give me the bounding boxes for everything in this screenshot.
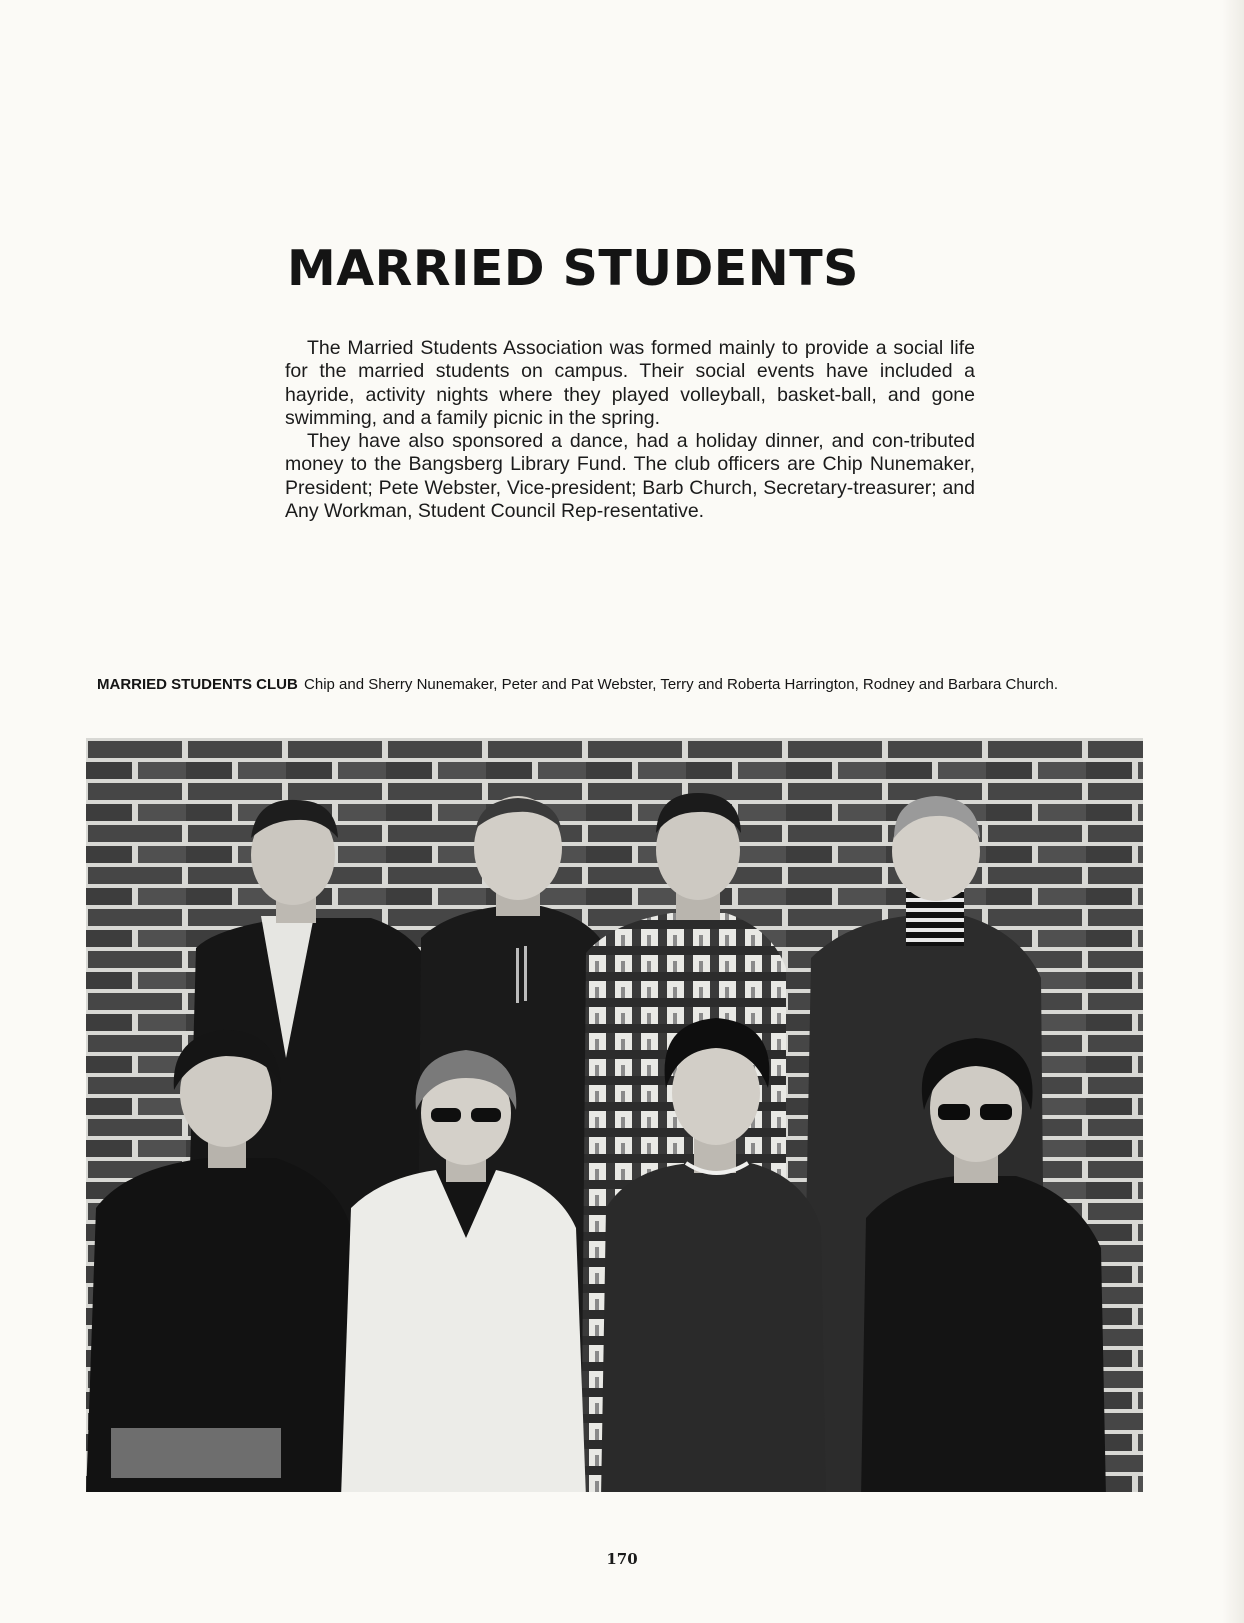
group-photo-illustration (86, 738, 1143, 1492)
article-paragraph-2: They have also sponsored a dance, had a holiday dinner, and con-tributed money to the Bangsberg Library Fund. The club officers are Chip Nunemaker, President; Pete Webster, Vice-president; Barb Church, Secretary-treasurer; and Any Workman, Student Council Rep-resentative. (285, 430, 975, 523)
photo-caption (97, 676, 1157, 694)
caption-label: MARRIED STUDENTS CLUB (97, 676, 298, 693)
article-body (285, 337, 975, 523)
page-title: MARRIED STUDENTS (287, 240, 859, 297)
article-paragraph-1: The Married Students Association was formed mainly to provide a social life for the married students on campus. Their social events have included a hayride, activity nights where they played volleyball, basket-ball, and gone swimming, and a family picnic in the spring. (285, 337, 975, 429)
page-number: 170 (606, 1550, 638, 1568)
page-edge (1222, 0, 1244, 1623)
group-photo (86, 738, 1143, 1492)
caption-text: Chip and Sherry Nunemaker, Peter and Pat Webster, Terry and Roberta Harrington, Rodney and Barbara Church. (304, 676, 1059, 693)
